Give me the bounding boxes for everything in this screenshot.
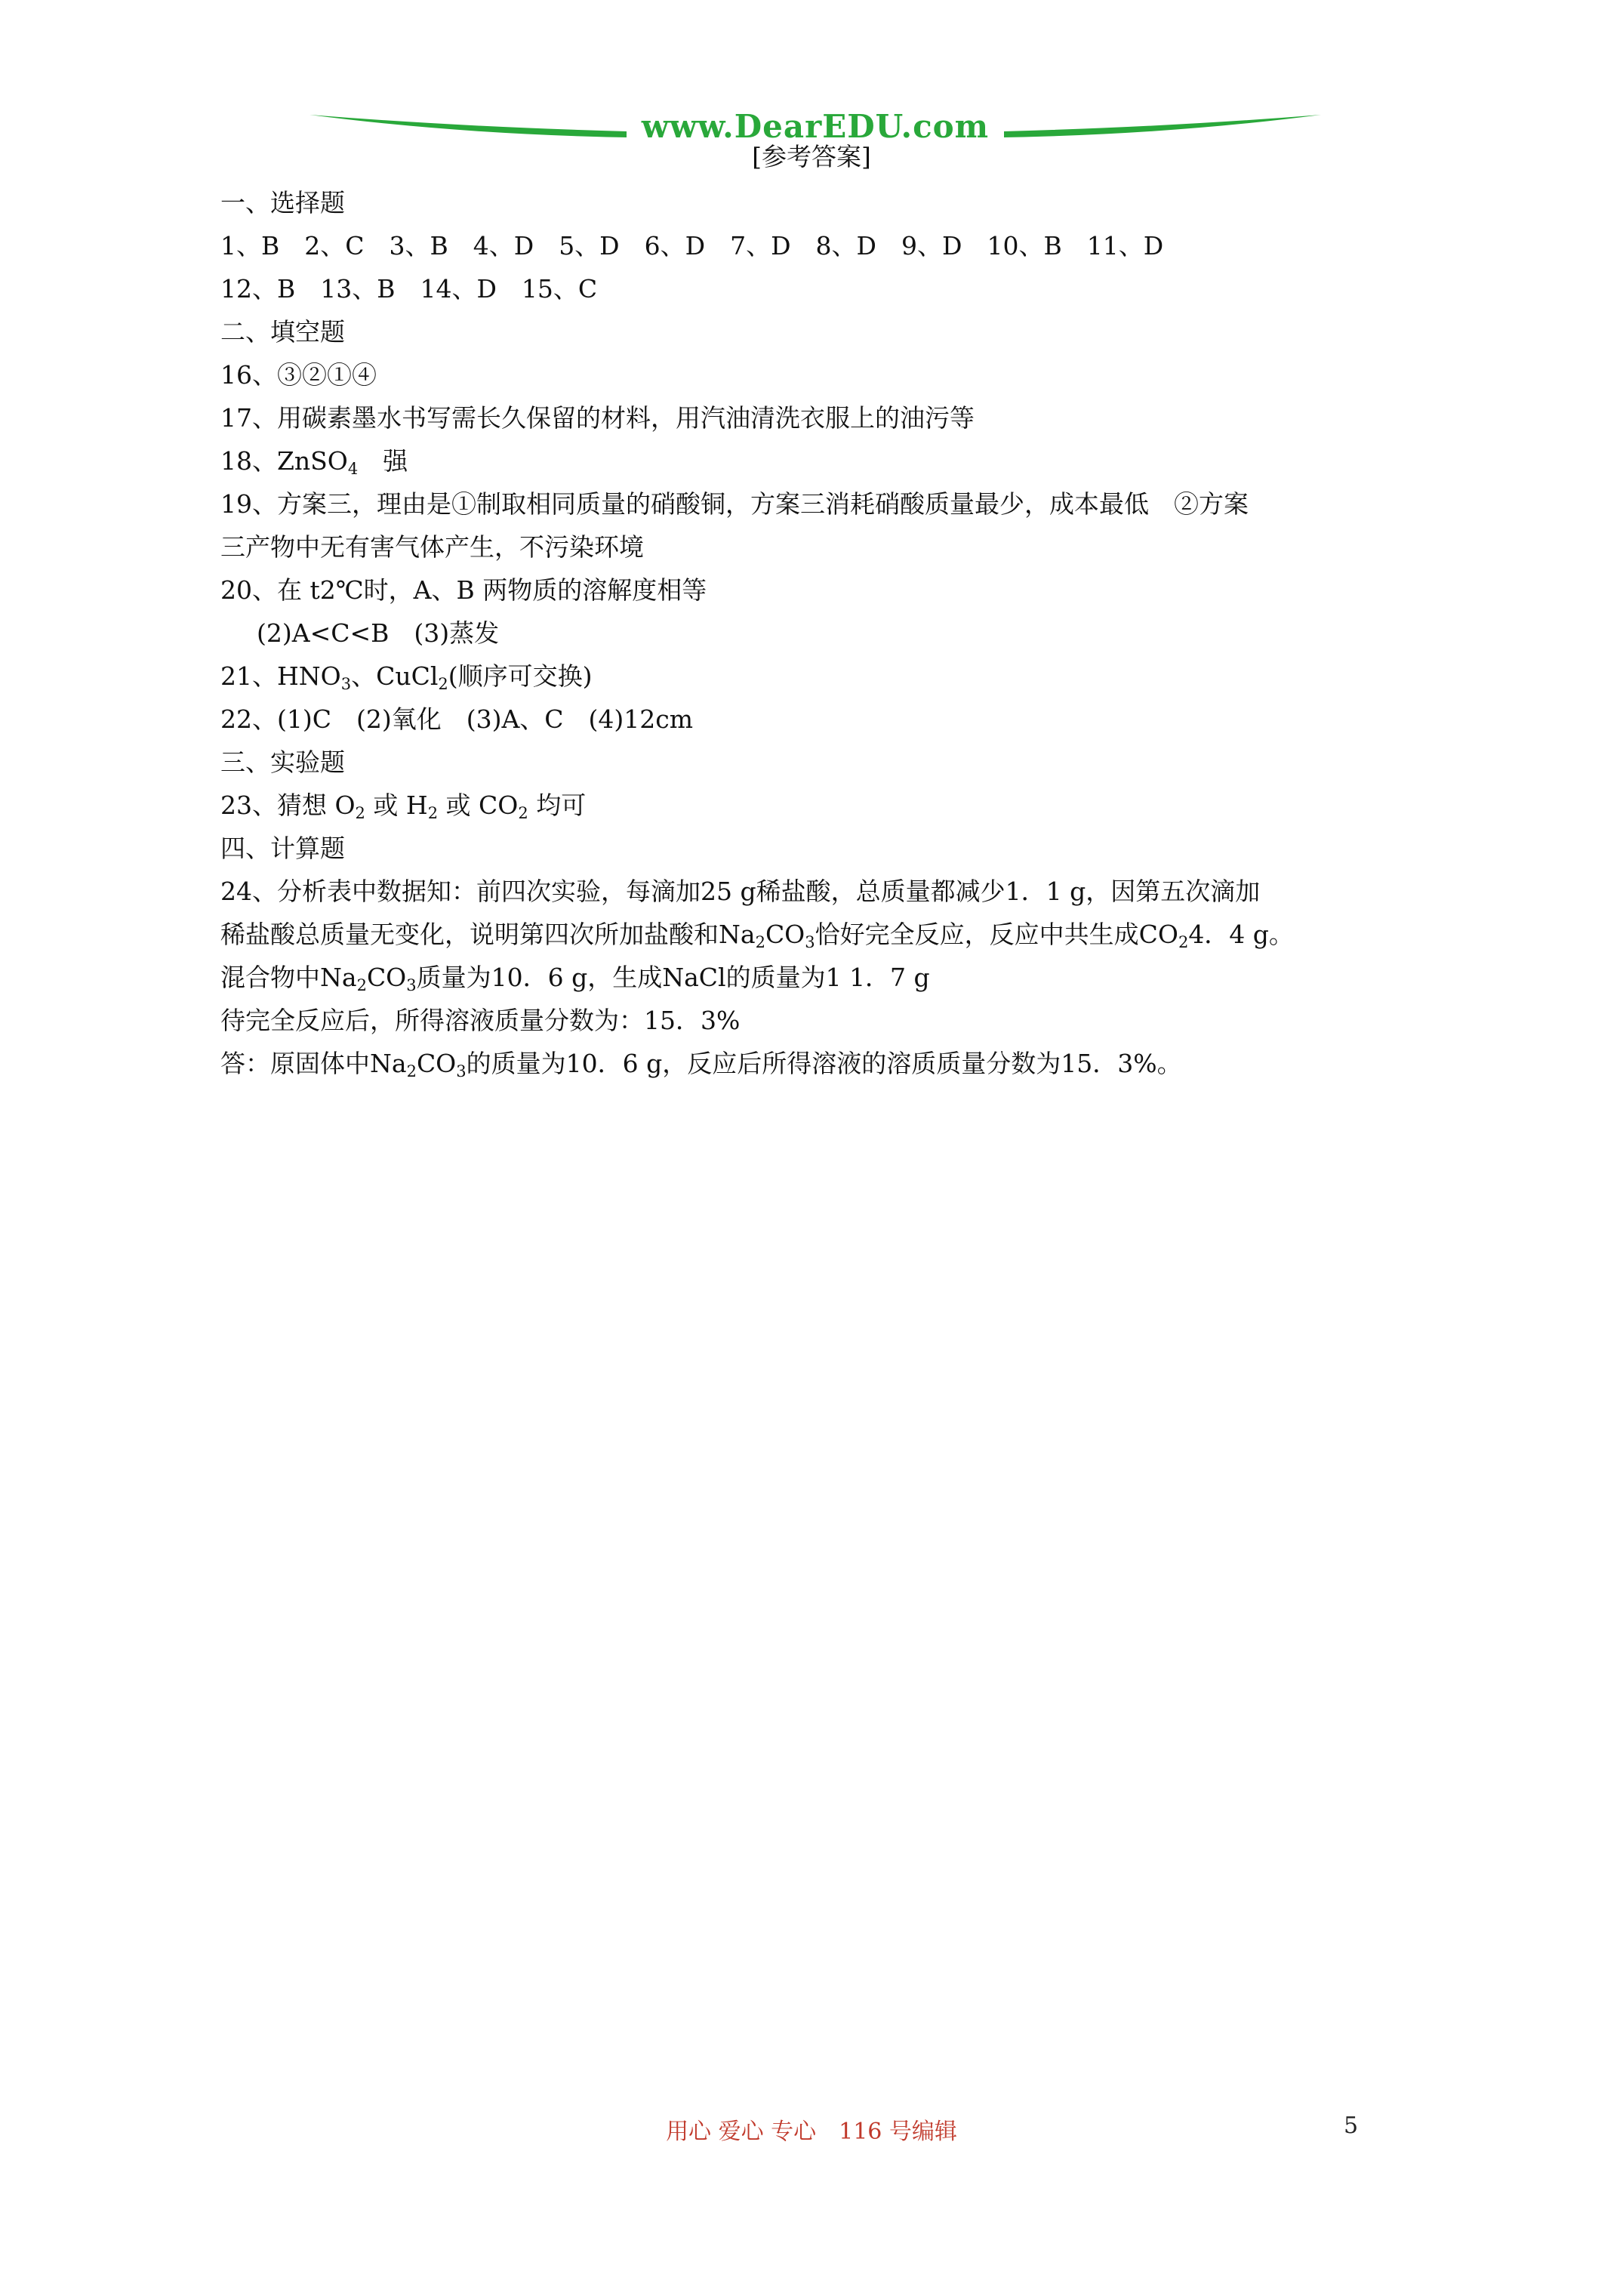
section-heading: 三、实验题 (220, 747, 345, 777)
answer-21: 21、$HNO_3$、CuCl$_2$(顺序可交换) (220, 661, 593, 693)
answer-20: 20、在 t2℃时，A、B 两物质的溶解度相等 (220, 575, 707, 605)
answer-24-continued: 待完全反应后，所得溶液质量分数为：15．3% (220, 1006, 741, 1035)
answer-24-continued: 稀盐酸总质量无变化，说明第四次所加盐酸和$Na_2CO_3$恰好完全反应，反应中共生成$CO_24$．4 g。 (220, 920, 1294, 951)
site-logo: www.DearEDU.com (310, 104, 1321, 149)
answer-content (220, 181, 1428, 1085)
section-heading: 四、计算题 (220, 834, 345, 863)
answer-17: 17、用碳素墨水书写需长久保留的材料，用汽油清洗衣服上的油污等 (220, 403, 975, 433)
choice-answers-row: 1、B 2、C 3、B 4、D 5、D 6、D 7、D 8、D 9、D 10、B 11、D (220, 231, 1164, 260)
answer-20-continued: (2)A<C<B (3)蒸发 (257, 618, 500, 648)
page-footer: 用心 爱心 专心 116 号编辑 (666, 2119, 957, 2145)
answer-19: 19、方案三，理由是①制取相同质量的硝酸铜，方案三消耗硝酸质量最少，成本最低 ②方案 (220, 489, 1249, 519)
answer-18: 18、ZnSO$_4$ 强 (220, 446, 408, 478)
page-subtitle: [参考答案] (752, 142, 871, 171)
answer-22: 22、(1)C (2)氧化 (3)A、C (4)12cm (220, 704, 694, 734)
answer-16: 16、③②①④ (220, 360, 377, 390)
page-number: 5 (1344, 2113, 1359, 2139)
choice-answers-row: 12、B 13、B 14、D 15、C (220, 274, 598, 304)
answer-24-conclusion: 答：原固体中$Na_2CO_3$的质量为10．6 g，反应后所得溶液的溶质质量分数为15．3%。 (220, 1049, 1182, 1080)
answer-24: 24、分析表中数据知：前四次实验，每滴加25 g稀盐酸，总质量都减少1．1 g，因第五次滴加 (220, 877, 1261, 906)
answer-24-continued: 混合物中$Na_2CO_3$质量为10．6 g，生成NaCl的质量为1 1．7 g (220, 963, 930, 994)
section-heading: 一、选择题 (220, 188, 345, 217)
answer-19-continued: 三产物中无有害气体产生，不污染环境 (220, 532, 644, 562)
section-heading: 二、填空题 (220, 317, 345, 347)
answer-23: 23、猜想 $O_2$ 或 $H_2$ 或 $CO_2$ 均可 (220, 791, 587, 822)
